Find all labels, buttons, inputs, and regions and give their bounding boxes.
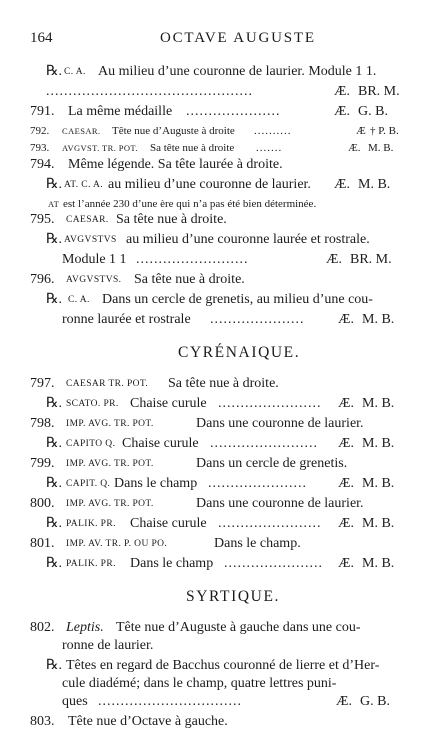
entry-number: 803. — [30, 714, 55, 729]
entry-number: 792. — [30, 125, 50, 137]
metal: Æ. — [326, 252, 342, 267]
legend: IMP. AVG. TR. POT. — [66, 499, 154, 509]
legend: AT — [48, 199, 60, 209]
description: Dans le champ. — [214, 536, 301, 551]
description: cule diadémé; dans le champ, quatre lettres puni- — [62, 676, 337, 691]
description: Tête nue d’Octave à gauche. — [68, 714, 228, 729]
leader-dots: ..................... — [186, 104, 281, 119]
entry-line — [0, 270, 446, 290]
metal: Æ. — [334, 84, 350, 99]
description: Têtes en regard de Bacchus couronné de lierre et d’Her- — [66, 658, 380, 673]
section-heading: SYRTIQUE. — [186, 588, 280, 605]
module: G. B. — [358, 104, 388, 119]
entry-line — [0, 414, 446, 434]
entry-number: 798. — [30, 416, 55, 431]
metal: Æ. — [348, 142, 361, 154]
entry-number: 802. — [30, 620, 55, 635]
entry-line — [0, 210, 446, 230]
reverse-mark: ℞. — [46, 556, 63, 571]
legend: CAPIT. Q. — [66, 479, 111, 489]
leader-dots: ................................ — [98, 694, 242, 709]
legend: IMP. AVG. TR. POT. — [66, 459, 154, 469]
leader-dots: ........................ — [210, 436, 318, 451]
entry-line — [0, 175, 446, 195]
entry-number: 791. — [30, 104, 55, 119]
entry-number: 796. — [30, 272, 55, 287]
entry-line — [0, 514, 446, 534]
description: Tête nue d’Auguste à droite — [112, 125, 235, 137]
metal: Æ. — [338, 312, 354, 327]
place-name: Leptis. — [66, 620, 104, 635]
description: ques — [62, 694, 88, 709]
module: M. B. — [362, 396, 395, 411]
entry-line — [0, 534, 446, 554]
leader-dots: ....................... — [218, 396, 322, 411]
description: Tête nue d’Auguste à gauche dans une cou- — [116, 620, 361, 635]
description: Sa tête nue à droite. — [168, 376, 279, 391]
entry-line — [0, 374, 446, 394]
legend: C. A. — [68, 295, 90, 305]
entry-line — [0, 310, 446, 330]
description: Dans une couronne de laurier. — [196, 496, 364, 511]
page-number: 164 — [30, 30, 53, 46]
entry-line — [0, 250, 446, 270]
legend: SCATO. PR. — [66, 399, 119, 409]
leader-dots: ...................... — [224, 556, 323, 571]
leader-dots: .......... — [254, 125, 292, 137]
description: Sa tête nue à droite. — [116, 212, 227, 227]
metal: Æ. — [336, 694, 352, 709]
entry-line — [0, 82, 446, 102]
entry-number: 793. — [30, 142, 50, 154]
module: † P. B. — [370, 125, 399, 137]
entry-number: 795. — [30, 212, 55, 227]
entry-number: 797. — [30, 376, 55, 391]
description: ronne de laurier. — [62, 638, 154, 653]
module: M. B. — [362, 556, 395, 571]
entry-line — [0, 674, 446, 694]
description: Chaise curule — [130, 396, 207, 411]
module: M. B. — [362, 436, 395, 451]
entry-line — [0, 102, 446, 122]
entry-line — [0, 454, 446, 474]
legend: PALIK. PR. — [66, 559, 116, 569]
module: M. B. — [362, 312, 395, 327]
description: Dans un cercle de grenetis. — [196, 456, 348, 471]
metal: Æ. — [334, 104, 350, 119]
module: M. B. — [362, 516, 395, 531]
entry-line — [0, 230, 446, 250]
entry-line — [0, 155, 446, 175]
entry-line — [0, 656, 446, 676]
section-heading: CYRÉNAIQUE. — [178, 344, 301, 361]
legend: CAESAR. — [66, 215, 109, 225]
leader-dots: ...................... — [208, 476, 307, 491]
reverse-mark: ℞. — [46, 177, 63, 192]
entry-line — [0, 636, 446, 656]
legend: AVGVST. TR. POT. — [62, 143, 138, 153]
metal: Æ. — [338, 516, 354, 531]
description: au milieu d’une couronne de laurier. — [108, 177, 311, 192]
legend: CAESAR TR. POT. — [66, 379, 149, 389]
module: G. B. — [360, 694, 390, 709]
description: Sa tête nue à droite. — [134, 272, 245, 287]
metal: Æ. — [334, 177, 350, 192]
description: Au milieu d’une couronne de laurier. Module 1 1. — [98, 64, 377, 79]
module: M. B. — [362, 476, 395, 491]
description: Dans le champ — [114, 476, 198, 491]
leader-dots: ....................... — [218, 516, 322, 531]
legend: AVGVSTVS. — [66, 275, 122, 285]
reverse-mark: ℞. — [46, 516, 63, 531]
description: Même légende. Sa tête laurée à droite. — [68, 157, 283, 172]
description: La même médaille — [68, 104, 173, 119]
module: M. B. — [358, 177, 391, 192]
entry-line — [0, 290, 446, 310]
reverse-mark: ℞. — [46, 658, 63, 673]
legend: IMP. AVG. TR. POT. — [66, 419, 154, 429]
entry-line — [0, 394, 446, 414]
reverse-mark: ℞. — [46, 396, 63, 411]
legend: PALIK. PR. — [66, 519, 116, 529]
description: ronne laurée et rostrale — [62, 312, 191, 327]
legend: CAESAR. — [62, 126, 101, 136]
module: M. B. — [368, 142, 394, 154]
entry-line — [0, 62, 446, 82]
description: Chaise curule — [122, 436, 199, 451]
entry-line — [0, 554, 446, 574]
metal: Æ. — [338, 476, 354, 491]
entry-line — [0, 474, 446, 494]
entry-line — [0, 712, 446, 732]
description: Dans un cercle de grenetis, au milieu d’une cou- — [102, 292, 373, 307]
leader-dots: ....... — [256, 142, 283, 154]
reverse-mark: ℞. — [46, 64, 63, 79]
entry-number: 794. — [30, 157, 55, 172]
description: Chaise curule — [130, 516, 207, 531]
description: Dans une couronne de laurier. — [196, 416, 364, 431]
metal: Æ. — [338, 396, 354, 411]
note: est l’année 230 d’une ère qui n’a pas été bien déterminée. — [63, 198, 317, 210]
module: BR. M. — [350, 252, 392, 267]
reverse-mark: ℞. — [46, 232, 63, 247]
description: au milieu d’une couronne laurée et rostrale. — [126, 232, 370, 247]
metal: Æ — [356, 125, 366, 137]
running-head: OCTAVE AUGUSTE — [160, 30, 316, 46]
entry-line — [0, 618, 446, 638]
legend: CAPITO Q. — [66, 439, 116, 449]
entry-line — [0, 692, 446, 712]
description: Module 1 1 — [62, 252, 127, 267]
module: BR. M. — [358, 84, 400, 99]
metal: Æ. — [338, 436, 354, 451]
leader-dots: ..................... — [210, 312, 305, 327]
entry-number: 800. — [30, 496, 55, 511]
leader-dots: ......................... — [136, 252, 249, 267]
legend: IMP. AV. TR. P. OU PO. — [66, 539, 168, 549]
legend: C. A. — [64, 67, 86, 77]
entry-line — [0, 494, 446, 514]
reverse-mark: ℞. — [46, 436, 63, 451]
entry-number: 801. — [30, 536, 55, 551]
metal: Æ. — [338, 556, 354, 571]
description: Sa tête nue à droite — [150, 142, 235, 154]
entry-line — [0, 434, 446, 454]
entry-number: 799. — [30, 456, 55, 471]
description: Dans le champ — [130, 556, 214, 571]
legend: AT. C. A. — [64, 180, 104, 190]
reverse-mark: ℞. — [46, 476, 63, 491]
legend: AVGVSTVS — [64, 235, 117, 245]
leader-dots: .............................................. — [46, 84, 253, 99]
reverse-mark: ℞. — [46, 292, 63, 307]
